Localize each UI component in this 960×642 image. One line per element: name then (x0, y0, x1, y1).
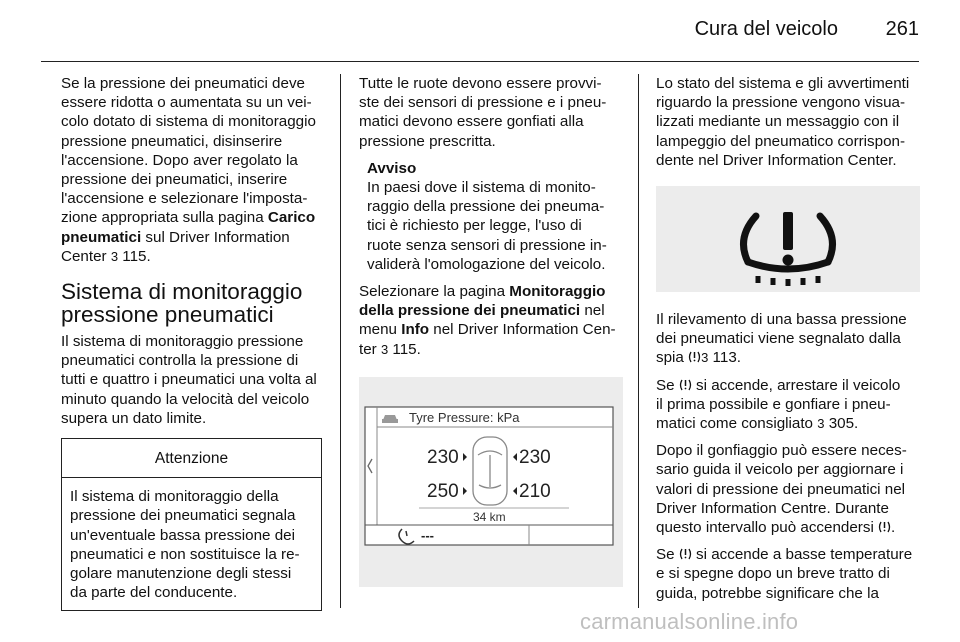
text-run: si accende a basse temperature (691, 546, 913, 564)
text-line (656, 348, 922, 367)
text-line (359, 301, 624, 320)
text-line: Lo stato del sistema e gli avvertimenti (656, 75, 910, 92)
text-line: da parte del conducente. (70, 584, 238, 602)
text-line: golare manutenzione degli stessi (70, 565, 292, 583)
paragraph (359, 282, 624, 359)
paragraph (656, 441, 922, 537)
text-line (61, 208, 325, 227)
page-ref-arrow-icon[interactable]: 3 (817, 416, 825, 432)
menu-term: Carico (267, 209, 316, 227)
section-heading (61, 280, 325, 326)
paragraph (359, 74, 624, 151)
text-line: pneumatici controlla la pressione di (61, 352, 299, 370)
text-run: Selezionare la pagina (359, 283, 510, 301)
tpms-warning-light-icon (679, 546, 692, 561)
text-run: nel Driver Information Cen- (429, 321, 616, 339)
rear-left-pressure: 250 (427, 480, 459, 502)
caution-body (62, 478, 321, 610)
text-line (656, 545, 922, 564)
note-title: Avviso (367, 159, 417, 177)
text-run: . (891, 519, 896, 537)
text-line: lizzati mediante un messaggio con il (656, 113, 900, 131)
text-line (656, 376, 922, 395)
text-run: 115. (118, 247, 151, 265)
text-line: In paesi dove il sistema di monito- (367, 179, 596, 197)
column-3 (656, 74, 922, 611)
text-line: essere ridotta o aumentata su un vei- (61, 94, 312, 112)
text-line (359, 282, 624, 301)
text-line: l'accensione e selezionare l'imposta- (61, 190, 308, 208)
text-line: Tutte le ruote devono essere provvi- (359, 75, 602, 92)
tpms-warning-light-icon (688, 349, 701, 364)
text-line: raggio della pressione dei pneuma- (367, 198, 605, 216)
text-line: sario guida il veicolo per aggiornare i (656, 461, 904, 479)
tpms-warning-light-icon (878, 519, 891, 534)
text-line: dente nel Driver Information Center. (656, 151, 897, 169)
text-line: pressione pneumatici, disinserire (61, 132, 283, 150)
tpms-warning-light-icon (679, 377, 692, 392)
text-run: si accende, arrestare il veicolo (691, 376, 901, 394)
heading-line: pressione pneumatici (61, 302, 274, 328)
text-line: guida, potrebbe significare che la (656, 584, 879, 602)
text-line: tici è richiesto per legge, l'uso di (367, 217, 582, 235)
paragraph (656, 310, 922, 368)
distance-value: 34 km (473, 509, 506, 524)
text-line: pressione dei pneumatici, inserire (61, 171, 288, 189)
text-line: ste dei sensori di pressione e i pneu- (359, 94, 607, 112)
text-line (61, 247, 325, 266)
text-line: Se la pressione dei pneumatici deve (61, 75, 305, 92)
tread-marks-icon (758, 276, 818, 286)
text-run: 115. (388, 340, 421, 358)
text-line: pressione dei pneumatici segnala (70, 507, 296, 525)
paragraph (656, 545, 922, 603)
rear-right-pressure: 210 (519, 480, 551, 502)
text-line: Driver Information Centre. Durante (656, 499, 889, 517)
text-line: pressione prescritta. (359, 132, 496, 150)
text-line (359, 340, 624, 359)
text-line: Dopo il gonfiaggio può essere neces- (656, 442, 907, 460)
paragraph (61, 74, 325, 266)
text-run: spia (656, 349, 689, 367)
front-right-pressure: 230 (519, 446, 551, 468)
menu-term: Info (401, 321, 430, 339)
text-line: validerà l'omologazione del veicolo. (367, 255, 606, 273)
text-run: questo intervallo può accendersi (656, 519, 879, 537)
paragraph (656, 376, 922, 434)
text-run: menu (359, 321, 402, 339)
tpms-warning-icon-figure (656, 186, 920, 292)
column-2 (359, 74, 624, 587)
text-line: valori di pressione dei pneumatici nel (656, 480, 906, 498)
chapter-title: Cura del veicolo (694, 18, 838, 40)
page-ref-arrow-icon[interactable]: 3 (380, 341, 389, 357)
page-ref-arrow-icon[interactable]: 3 (701, 350, 709, 366)
front-left-pressure: 230 (427, 446, 459, 468)
text-run: 113. (708, 349, 741, 367)
text-run: sul Driver Information (141, 228, 290, 246)
watermark: carmanualsonline.info (580, 609, 799, 634)
paragraph (61, 332, 325, 428)
text-line: dei pneumatici viene segnalato dalla (656, 330, 901, 348)
caution-box (61, 438, 322, 611)
heading-line: Sistema di monitoraggio (61, 279, 303, 305)
text-line: un'eventuale bassa pressione dei (70, 526, 295, 544)
menu-term: Monitoraggio (509, 283, 606, 301)
text-line: l'accensione. Dopo aver regolato la (61, 151, 298, 169)
text-line: supera un dato limite. (61, 409, 207, 427)
tyre-pressure-display (359, 377, 623, 587)
text-line (359, 320, 624, 339)
text-line: pneumatici e non sostituisce la re- (70, 545, 300, 563)
text-line: colo dotato di sistema di monitoraggio (61, 113, 316, 131)
note-box (359, 159, 624, 274)
text-line: Il rilevamento di una bassa pressione (656, 311, 907, 329)
menu-term: pneumatici (61, 228, 142, 246)
column-1 (61, 74, 325, 611)
exclamation-icon (783, 212, 794, 266)
text-line: lampeggio del pneumatico corrispon- (656, 132, 906, 150)
text-line (61, 228, 325, 247)
column-divider (638, 74, 639, 608)
text-run: ter (359, 340, 381, 358)
text-line: tutti e quattro i pneumatici una volta al (61, 371, 317, 389)
display-frame (365, 407, 613, 545)
text-run: Center (61, 247, 111, 265)
page-ref-arrow-icon[interactable]: 3 (110, 248, 119, 264)
header-divider (41, 61, 919, 62)
text-line: riguardo la pressione vengono visua- (656, 94, 906, 112)
text-run: matici come consigliato (656, 415, 818, 433)
text-line: minuto quando la velocità del veicolo (61, 390, 310, 408)
text-line: Il sistema di monitoraggio pressione (61, 333, 304, 351)
text-line: matici devono essere gonfiati alla (359, 113, 584, 131)
text-line: e si spegne dopo un breve tratto di (656, 565, 890, 583)
text-run: nel (580, 302, 605, 320)
tpms-status-value: --- (421, 527, 434, 543)
text-line (656, 518, 922, 537)
tpms-warning-icon (656, 186, 920, 292)
text-line: ruote senza sensori di pressione in- (367, 236, 607, 254)
text-line: Il sistema di monitoraggio della (70, 488, 279, 506)
caution-title: Attenzione (62, 439, 321, 478)
text-run: zione appropriata sulla pagina (61, 209, 268, 227)
display-title: Tyre Pressure: kPa (409, 409, 520, 425)
menu-term: della pressione dei pneumatici (359, 302, 581, 320)
tyre-pressure-display-figure (359, 377, 623, 587)
text-line: il prima possibile e gonfiare i pneu- (656, 395, 891, 413)
column-divider (340, 74, 341, 608)
paragraph (656, 74, 922, 170)
text-run: 305. (824, 415, 859, 433)
text-run: Se (656, 376, 679, 394)
text-run: Se (656, 546, 679, 564)
page-number: 261 (885, 18, 919, 40)
text-line (656, 414, 922, 433)
